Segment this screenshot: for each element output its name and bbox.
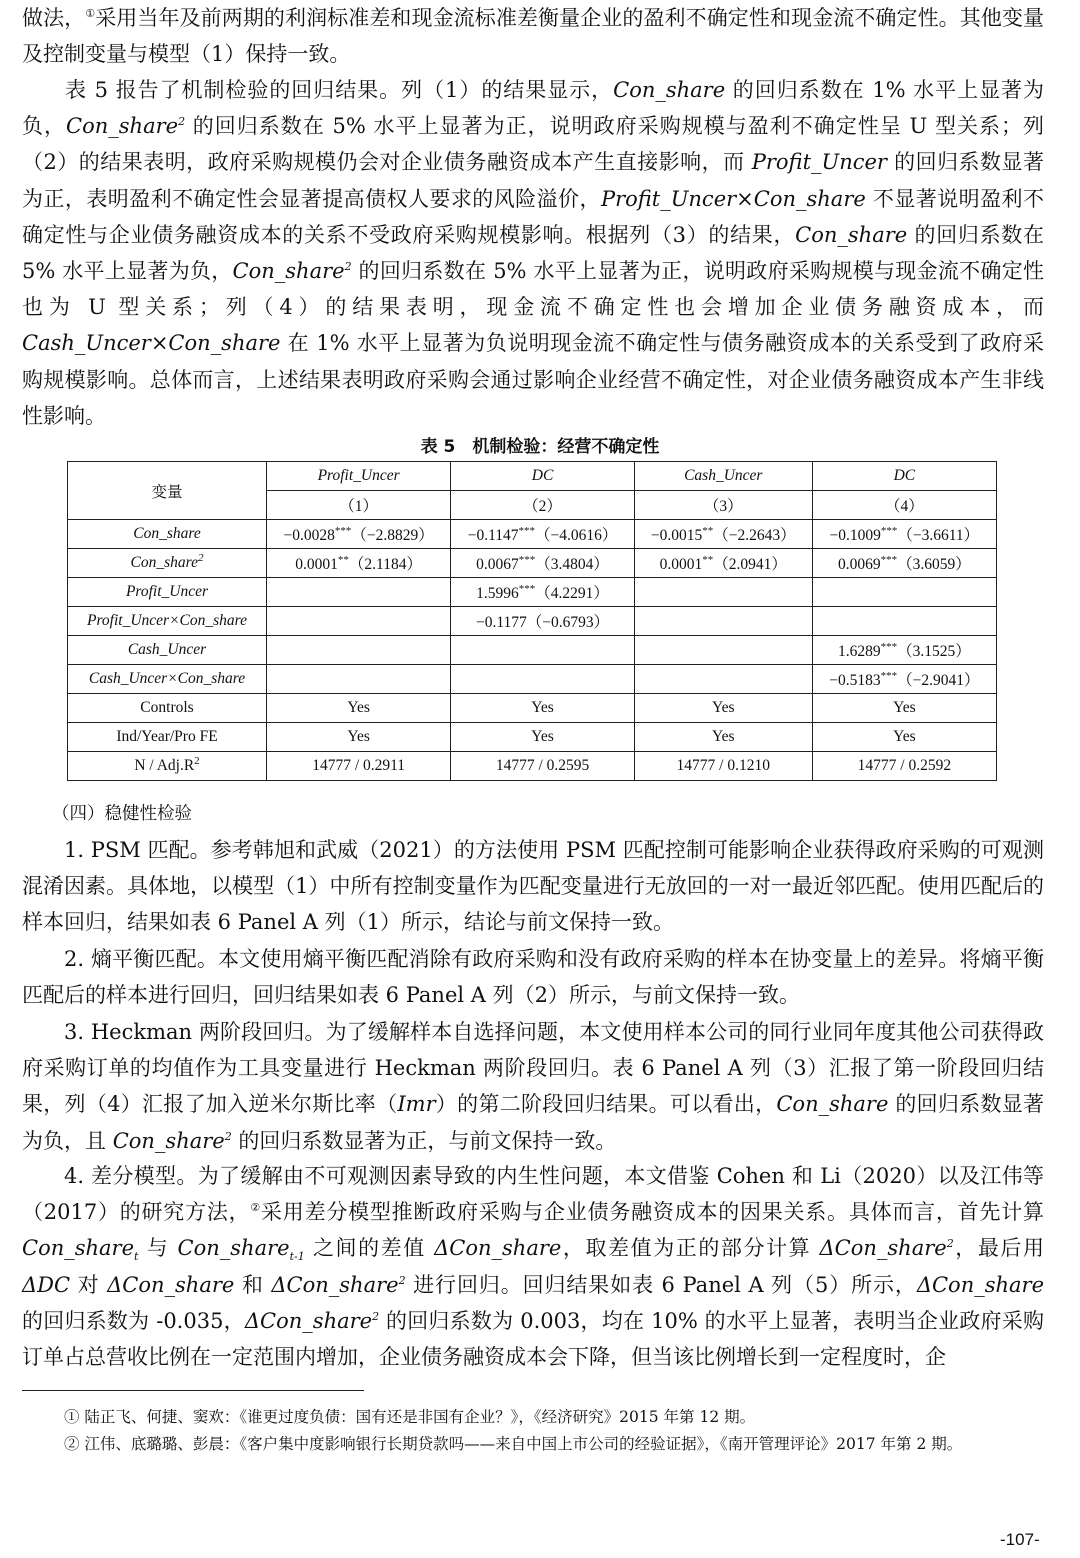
paragraph-method-end: 做法，①采用当年及前两期的利润标准差和现金流标准差衡量企业的盈利不确定性和现金流不确定性。其他变量及控制变量与模型（1）保持一致。: [22, 6, 1044, 67]
table-cell: [267, 636, 451, 665]
table-cell: Yes: [451, 723, 635, 752]
table-caption: 表 5 机制检验：经营不确定性: [420, 437, 660, 457]
table-row: [68, 549, 997, 578]
table-cell: [634, 578, 812, 607]
table-cell: 0.0001**（2.1184）: [267, 549, 451, 578]
table-cell: [267, 607, 451, 636]
header-col-4-var: DC: [812, 462, 996, 491]
table-cell: Yes: [634, 694, 812, 723]
header-variable: 变量: [68, 462, 267, 520]
row-label: Profit_Uncer×Con_share: [68, 607, 267, 636]
row-label: Cash_Uncer: [68, 636, 267, 665]
table-cell: −0.1147***（−4.0616）: [451, 520, 635, 549]
table-row: [68, 520, 997, 549]
table-cell: [451, 665, 635, 694]
header-col-2-var: DC: [451, 462, 635, 491]
table-cell: 0.0001**（2.0941）: [634, 549, 812, 578]
table-cell: 14777 / 0.2911: [267, 752, 451, 781]
header-col-4-num: （4）: [812, 491, 996, 520]
table-cell: 1.5996***（4.2291）: [451, 578, 635, 607]
page-number: -107-: [1000, 1530, 1040, 1549]
table-cell: 14777 / 0.1210: [634, 752, 812, 781]
table-row: [68, 694, 997, 723]
table-cell: −0.0015**（−2.2643）: [634, 520, 812, 549]
section-heading: （四）稳健性检验: [52, 804, 192, 824]
table-row: [68, 752, 997, 781]
footnote-ref-2[interactable]: ②: [250, 1201, 262, 1215]
table-row: [68, 578, 997, 607]
table-cell: Yes: [634, 723, 812, 752]
row-label: Con_share$^2$: [68, 549, 267, 578]
row-label: Profit_Uncer: [68, 578, 267, 607]
table-cell: −0.5183***（−2.9041）: [812, 665, 996, 694]
table-cell: 14777 / 0.2595: [451, 752, 635, 781]
table-cell: [451, 636, 635, 665]
table-row: [68, 636, 997, 665]
header-col-1-var: Profit_Uncer: [267, 462, 451, 491]
row-label: Cash_Uncer×Con_share: [68, 665, 267, 694]
header-col-3-num: （3）: [634, 491, 812, 520]
table-row: [68, 607, 997, 636]
table-row: [68, 723, 997, 752]
footnote-2: ② 江伟、底璐璐、彭晨：《客户集中度影响银行长期贷款吗——来自中国上市公司的经验证据》，《南开管理评论》2017 年第 2 期。: [64, 1435, 963, 1453]
paragraph-heckman: 3. Heckman 两阶段回归。为了缓解样本自选择问题，本文使用样本公司的同行业同年度其他公司获得政府采购订单的均值作为工具变量进行 Heckman 两阶段回归。表 6 Panel A 列（3）汇报了第一阶段回归结果，列（4）汇报了加入逆米尔斯比率（Imr）的第二阶段回归结果。可以看出，Con_share 的回归系数显著为负，且 Con_share$^2$ 的回归系数显著为正，与前文保持一致。: [22, 1020, 1045, 1153]
row-label: N / $Adj.R^2$: [68, 752, 267, 781]
table-cell: Yes: [267, 694, 451, 723]
paragraph-entropy: 2. 熵平衡匹配。本文使用熵平衡匹配消除有政府采购和没有政府采购的样本在协变量上的差异。将熵平衡匹配后的样本进行回归，回归结果如表 6 Panel A 列（2）所示，与前文保持一致。: [22, 947, 1044, 1008]
table-header-row: [68, 462, 997, 491]
table-cell: 1.6289***（3.1525）: [812, 636, 996, 665]
table-cell: Yes: [812, 723, 996, 752]
footnote-ref-1[interactable]: ①: [85, 7, 96, 20]
table-cell: [634, 665, 812, 694]
table-cell: −0.0028***（−2.8829）: [267, 520, 451, 549]
row-label: Ind/Year/Pro FE: [68, 723, 267, 752]
footnote-separator: [22, 1390, 364, 1391]
table-cell: [634, 607, 812, 636]
table-cell: [267, 665, 451, 694]
table-cell: 0.0069***（3.6059）: [812, 549, 996, 578]
table-cell: 0.0067***（3.4804）: [451, 549, 635, 578]
table-cell: Yes: [451, 694, 635, 723]
header-col-3-var: Cash_Uncer: [634, 462, 812, 491]
table-cell: [812, 578, 996, 607]
header-col-1-num: （1）: [267, 491, 451, 520]
table-cell: 14777 / 0.2592: [812, 752, 996, 781]
table-row: [68, 665, 997, 694]
table-cell: Yes: [812, 694, 996, 723]
table-cell: [812, 607, 996, 636]
header-col-2-num: （2）: [451, 491, 635, 520]
paragraph-mechanism-results: 表 5 报告了机制检验的回归结果。列（1）的结果显示，Con_share 的回归系数在 1% 水平上显著为负，Con_share$^2$ 的回归系数在 5% 水平上显著为正，说明政府采购规模与盈利不确定性呈 U 型关系；列（2）的结果表明，政府采购规模仍会对企业债务融资成本产生直接影响，而 Profit_Uncer 的回归系数显著为正，表明盈利不确定性会显著提高债权人要求的风险溢价，Profit_Uncer×Con_share 不显著说明盈利不确定性与企业债务融资成本的关系不受政府采购规模影响。根据列（3）的结果，Con_share 的回归系数在 5% 水平上显著为负，Con_share$^2$ 的回归系数在 5% 水平上显著为正，说明政府采购规模与现金流不确定性也为 U 型关系；列（4）的结果表明，现金流不确定性也会增加企业债务融资成本，而 Cash_Uncer×Con_share 在 1% 水平上显著为负说明现金流不确定性与债务融资成本的关系受到了政府采购规模影响。总体而言，上述结果表明政府采购会通过影响企业经营不确定性，对企业债务融资成本产生非线性影响。: [22, 78, 1044, 428]
table-cell: −0.1009***（−3.6611）: [812, 520, 996, 549]
paragraph-psm: 1. PSM 匹配。参考韩旭和武威（2021）的方法使用 PSM 匹配控制可能影响企业获得政府采购的可观测混淆因素。具体地，以模型（1）中所有控制变量作为匹配变量进行无放回的一对一最近邻匹配。使用匹配后的样本回归，结果如表 6 Panel A 列（1）所示，结论与前文保持一致。: [22, 838, 1044, 935]
table-cell: [267, 578, 451, 607]
regression-table: [67, 461, 997, 781]
table-cell: [634, 636, 812, 665]
footnote-1: ① 陆正飞、何捷、窦欢：《谁更过度负债：国有还是非国有企业？》，《经济研究》2015 年第 12 期。: [64, 1408, 756, 1426]
table-cell: −0.1177（−0.6793）: [451, 607, 635, 636]
row-label: Controls: [68, 694, 267, 723]
table-cell: Yes: [267, 723, 451, 752]
row-label: Con_share: [68, 520, 267, 549]
paragraph-difference-model: 4. 差分模型。为了缓解由不可观测因素导致的内生性问题，本文借鉴 Cohen 和 Li（2020）以及江伟等（2017）的研究方法，②采用差分模型推断政府采购与企业债务融资成本的因果关系。具体而言，首先计算 Con_share$_t$ 与 Con_share$_{t-1}$ 之间的差值 ΔCon_share，取差值为正的部分计算 ΔCon_share$^2$，最后用 ΔDC 对 ΔCon_share 和 ΔCon_share$^2$ 进行回归。回归结果如表 6 Panel A 列（5）所示，ΔCon_share 的回归系数为 -0.035，ΔCon_share$^2$ 的回归系数为 0.003，均在 10% 的水平上显著，表明当企业政府采购订单占总营收比例在一定范围内增加，企业债务融资成本会下降，但当该比例增长到一定程度时，企: [22, 1164, 1045, 1370]
